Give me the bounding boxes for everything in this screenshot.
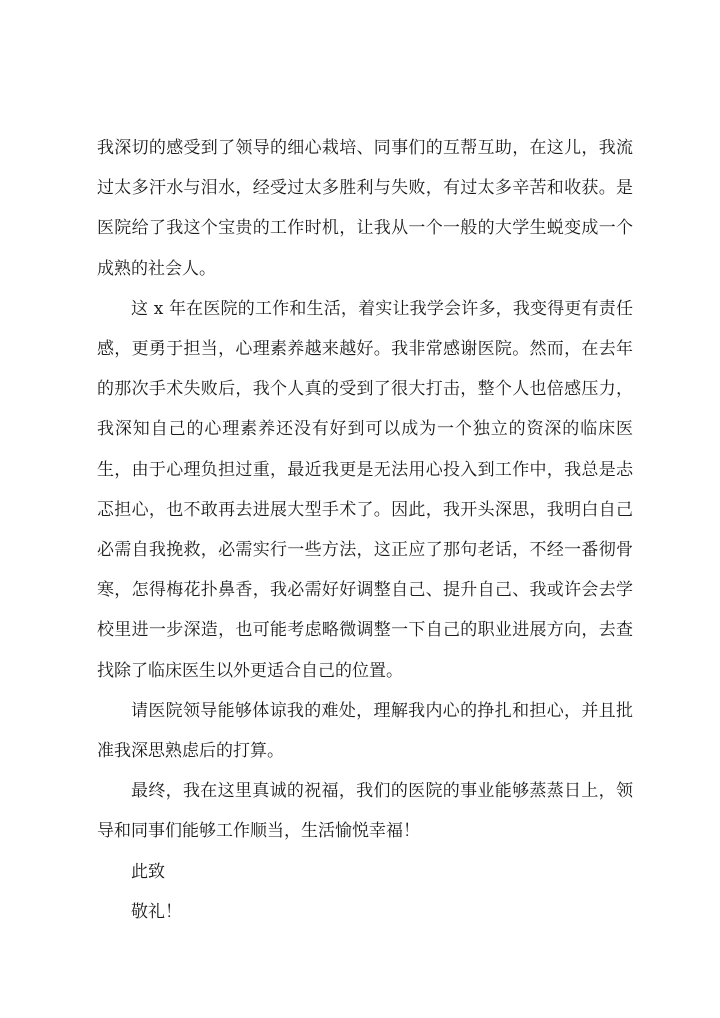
paragraph-final-wishes: 最终，我在这里真诚的祝福，我们的医院的事业能够蒸蒸日上，领导和同事们能够工作顺当，生活愉悦幸福！ bbox=[97, 781, 633, 842]
closing-salutation: 此致 bbox=[131, 861, 165, 882]
paragraph-request-approval: 请医院领导能够体谅我的难处，理解我内心的挣扎和担心，并且批准我深思熟虑后的打算。 bbox=[97, 700, 633, 762]
paragraph-hospital-experience: 这 x 年在医院的工作和生活，着实让我学会许多，我变得更有责任感，更勇于担当，心理素养越来越好。我非常感谢医院。然而，在去年的那次手术失败后，我个人真的受到了很大打击，整个人也倍感压力，我深知自己的心理素养还没有好到可以成为一个独立的资深的临床医生，由于心理负担过重，最近我更是无法用心投入到工作中，我总是忐忑担心，也不敢再去进展大型手术了。因此，我开头深思，我明白自己必需自我挽救，必需实行一些方法，这正应了那句老话，不经一番彻骨寒，怎得梅花扑鼻香，我必需好好调整自己、提升自己、我或许会去学校里进一步深造，也可能考虑略微调整一下自己的职业进展方向，去查找除了临床医生以外更适合自己的位置。 bbox=[97, 298, 633, 681]
paragraph-continuation: 我深切的感受到了领导的细心栽培、同事们的互帮互助，在这儿，我流过太多汗水与泪水，经受过太多胜利与失败，有过太多辛苦和收获。是医院给了我这个宝贵的工作时机，让我从一个一般的大学生蜕变成一个成熟的社会人。 bbox=[97, 138, 633, 279]
letter-body bbox=[97, 128, 633, 932]
closing-respect: 敬礼！ bbox=[131, 901, 182, 922]
